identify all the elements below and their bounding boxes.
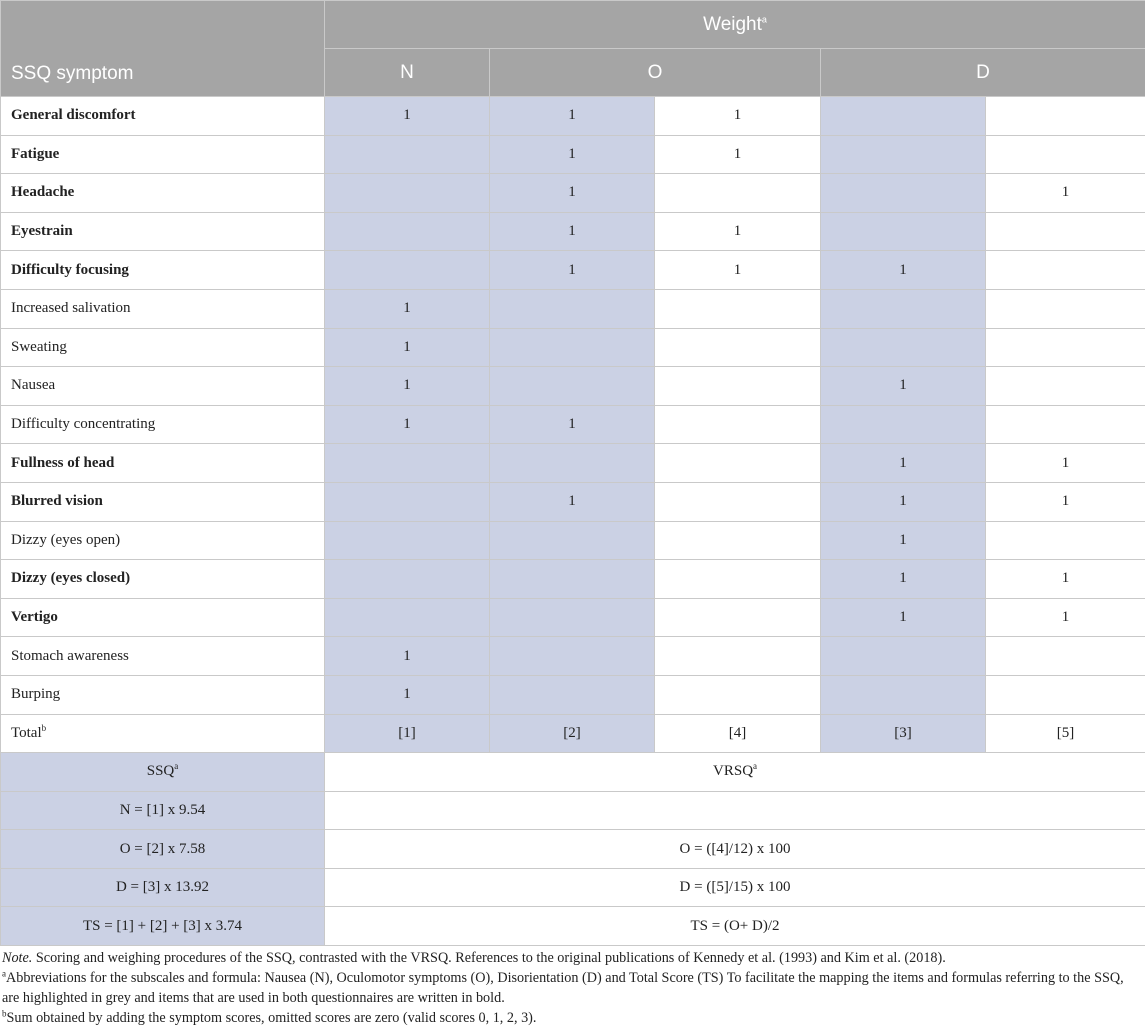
table-notes: [2, 948, 1142, 1028]
formula-rows: [1, 753, 1145, 946]
formula-row-n: [1, 791, 1145, 830]
symptom-label: Eyestrain: [1, 212, 325, 251]
symptom-row: [1, 521, 1145, 560]
weight-cell-c2: 1: [490, 174, 655, 213]
weight-cell-c1: 1: [325, 328, 490, 367]
weight-cell-c3: [655, 328, 821, 367]
ssq-formula-d: D = [3] x 13.92: [1, 868, 325, 907]
weight-cell-c3: 1: [655, 212, 821, 251]
weight-cell-c5: [986, 675, 1145, 714]
symptom-row: [1, 135, 1145, 174]
weight-cell-c4: 1: [821, 251, 986, 290]
symptom-label: Burping: [1, 675, 325, 714]
ssq-formula-ts: TS = [1] + [2] + [3] x 3.74: [1, 907, 325, 946]
weight-cell-c4: 1: [821, 367, 986, 406]
weight-cell-c4: [821, 97, 986, 136]
formula-row-ts: [1, 907, 1145, 946]
weight-cell-c1: 1: [325, 367, 490, 406]
symptom-label: Vertigo: [1, 598, 325, 637]
total-row: [1, 714, 1145, 753]
weight-cell-c1: 1: [325, 675, 490, 714]
formula-row-o: [1, 830, 1145, 869]
ssq-formula-o: O = [2] x 7.58: [1, 830, 325, 869]
weight-cell-c4: [3]: [821, 714, 986, 753]
weight-cell-c2: [490, 598, 655, 637]
symptom-label: Fullness of head: [1, 444, 325, 483]
vrsq-formula-header: VRSQ$^a$: [325, 753, 1145, 792]
formula-header-row: [1, 753, 1145, 792]
weight-cell-c3: 1: [655, 135, 821, 174]
symptom-label: Stomach awareness: [1, 637, 325, 676]
symptom-row: [1, 598, 1145, 637]
weight-cell-c5: [986, 328, 1145, 367]
weight-cell-c5: [986, 251, 1145, 290]
weight-cell-c2: [490, 521, 655, 560]
weight-cell-c3: [655, 174, 821, 213]
weight-cell-c3: [655, 521, 821, 560]
weight-cell-c2: 1: [490, 405, 655, 444]
weight-cell-c4: 1: [821, 598, 986, 637]
weight-cell-c3: [4]: [655, 714, 821, 753]
symptom-label: Sweating: [1, 328, 325, 367]
weight-cell-c5: 1: [986, 444, 1145, 483]
footnote-a: $^a$Abbreviations for the subscales and formula: Nausea (N), Oculomotor symptoms (O), Disorientation (D) and Total Score (TS) To facilitate the mapping the items and formulas referring to the SSQ, are highlighted in grey and items that are used in both questionnaires are written in bold.: [2, 968, 1124, 1006]
weight-cell-c4: [821, 675, 986, 714]
symptom-label: General discomfort: [1, 97, 325, 136]
weight-cell-c1: 1: [325, 97, 490, 136]
symptom-row: [1, 251, 1145, 290]
weight-cell-c3: [655, 482, 821, 521]
weight-cell-c1: 1: [325, 289, 490, 328]
weight-cell-c2: 1: [490, 251, 655, 290]
weight-cell-c1: 1: [325, 637, 490, 676]
formula-row-d: [1, 868, 1145, 907]
symptom-row: [1, 97, 1145, 136]
weight-cell-c5: [986, 405, 1145, 444]
weight-cell-c5: [986, 521, 1145, 560]
weight-cell-c2: [490, 675, 655, 714]
weight-cell-c5: [986, 212, 1145, 251]
weight-cell-c4: 1: [821, 521, 986, 560]
weight-cell-c4: [821, 405, 986, 444]
weight-cell-c5: [986, 367, 1145, 406]
vrsq-formula-n: [325, 791, 1145, 830]
symptom-row: [1, 328, 1145, 367]
weight-cell-c1: 1: [325, 405, 490, 444]
symptom-label: Dizzy (eyes open): [1, 521, 325, 560]
weight-cell-c2: [2]: [490, 714, 655, 753]
symptom-label: Nausea: [1, 367, 325, 406]
symptom-label: Difficulty concentrating: [1, 405, 325, 444]
weight-cell-c3: 1: [655, 251, 821, 290]
weight-cell-c3: [655, 367, 821, 406]
weight-cell-c5: [986, 637, 1145, 676]
symptom-label: Dizzy (eyes closed): [1, 560, 325, 599]
weight-cell-c1: [325, 482, 490, 521]
weight-cell-c4: [821, 174, 986, 213]
weight-cell-c2: 1: [490, 212, 655, 251]
symptom-row: [1, 444, 1145, 483]
symptom-row: [1, 482, 1145, 521]
symptom-rows: [1, 97, 1145, 753]
symptom-row: [1, 560, 1145, 599]
symptom-row: [1, 405, 1145, 444]
weight-cell-c3: 1: [655, 97, 821, 136]
subscale-header-o: O: [490, 49, 821, 97]
weight-cell-c3: [655, 560, 821, 599]
symptom-row: [1, 289, 1145, 328]
symptom-row: [1, 367, 1145, 406]
weight-cell-c5: [986, 135, 1145, 174]
weight-cell-c4: 1: [821, 444, 986, 483]
vrsq-formula-d: D = ([5]/15) x 100: [325, 868, 1145, 907]
weight-cell-c1: [325, 174, 490, 213]
symptom-label: Total$^b$: [1, 714, 325, 753]
weight-cell-c4: [821, 328, 986, 367]
weight-cell-c2: [490, 444, 655, 483]
symptom-label: Fatigue: [1, 135, 325, 174]
weight-cell-c2: [490, 560, 655, 599]
weight-cell-c1: [325, 135, 490, 174]
weight-cell-c5: [986, 289, 1145, 328]
weight-cell-c3: [655, 598, 821, 637]
weight-cell-c3: [655, 289, 821, 328]
vrsq-formula-o: O = ([4]/12) x 100: [325, 830, 1145, 869]
subscale-header-d: D: [821, 49, 1145, 97]
weight-cell-c1: [1]: [325, 714, 490, 753]
weight-cell-c4: 1: [821, 482, 986, 521]
weight-cell-c1: [325, 560, 490, 599]
weight-cell-c1: [325, 521, 490, 560]
weight-cell-c5: [5]: [986, 714, 1145, 753]
weight-cell-c2: 1: [490, 482, 655, 521]
weight-cell-c3: [655, 637, 821, 676]
weight-cell-c2: [490, 289, 655, 328]
weight-cell-c1: [325, 251, 490, 290]
weight-cell-c4: [821, 135, 986, 174]
note-paragraph: Note. Scoring and weighing procedures of the SSQ, contrasted with the VRSQ. References to the original publications of Kennedy et al. (1993) and Kim et al. (2018).: [2, 950, 946, 966]
weight-cell-c2: [490, 637, 655, 676]
ssq-formula-n: N = [1] x 9.54: [1, 791, 325, 830]
symptom-label: Headache: [1, 174, 325, 213]
weight-cell-c1: [325, 212, 490, 251]
weight-cell-c1: [325, 444, 490, 483]
weight-cell-c2: [490, 367, 655, 406]
weight-cell-c4: [821, 212, 986, 251]
column-header-symptom: SSQ symptom: [1, 1, 325, 97]
weight-cell-c5: 1: [986, 482, 1145, 521]
weight-cell-c5: 1: [986, 560, 1145, 599]
symptom-row: [1, 212, 1145, 251]
weight-cell-c3: [655, 405, 821, 444]
symptom-label: Increased salivation: [1, 289, 325, 328]
weight-cell-c4: [821, 637, 986, 676]
symptom-label: Blurred vision: [1, 482, 325, 521]
vrsq-formula-ts: TS = (O+ D)/2: [325, 907, 1145, 946]
weight-cell-c5: [986, 97, 1145, 136]
weight-cell-c1: [325, 598, 490, 637]
symptom-row: [1, 675, 1145, 714]
weight-cell-c5: 1: [986, 598, 1145, 637]
ssq-formula-header: SSQ$^a$: [1, 753, 325, 792]
weight-cell-c4: [821, 289, 986, 328]
column-header-weight: Weight$^a$: [325, 1, 1145, 49]
weight-cell-c4: 1: [821, 560, 986, 599]
subscale-header-n: N: [325, 49, 490, 97]
symptom-row: [1, 174, 1145, 213]
symptom-label: Difficulty focusing: [1, 251, 325, 290]
footnote-b: $^b$Sum obtained by adding the symptom scores, omitted scores are zero (valid scores 0, 1, 2, 3).: [2, 1008, 537, 1026]
weight-cell-c2: 1: [490, 97, 655, 136]
weight-cell-c2: 1: [490, 135, 655, 174]
weight-cell-c2: [490, 328, 655, 367]
weight-cell-c5: 1: [986, 174, 1145, 213]
symptom-row: [1, 637, 1145, 676]
weight-cell-c3: [655, 444, 821, 483]
weight-cell-c3: [655, 675, 821, 714]
table-header: [1, 1, 1145, 97]
